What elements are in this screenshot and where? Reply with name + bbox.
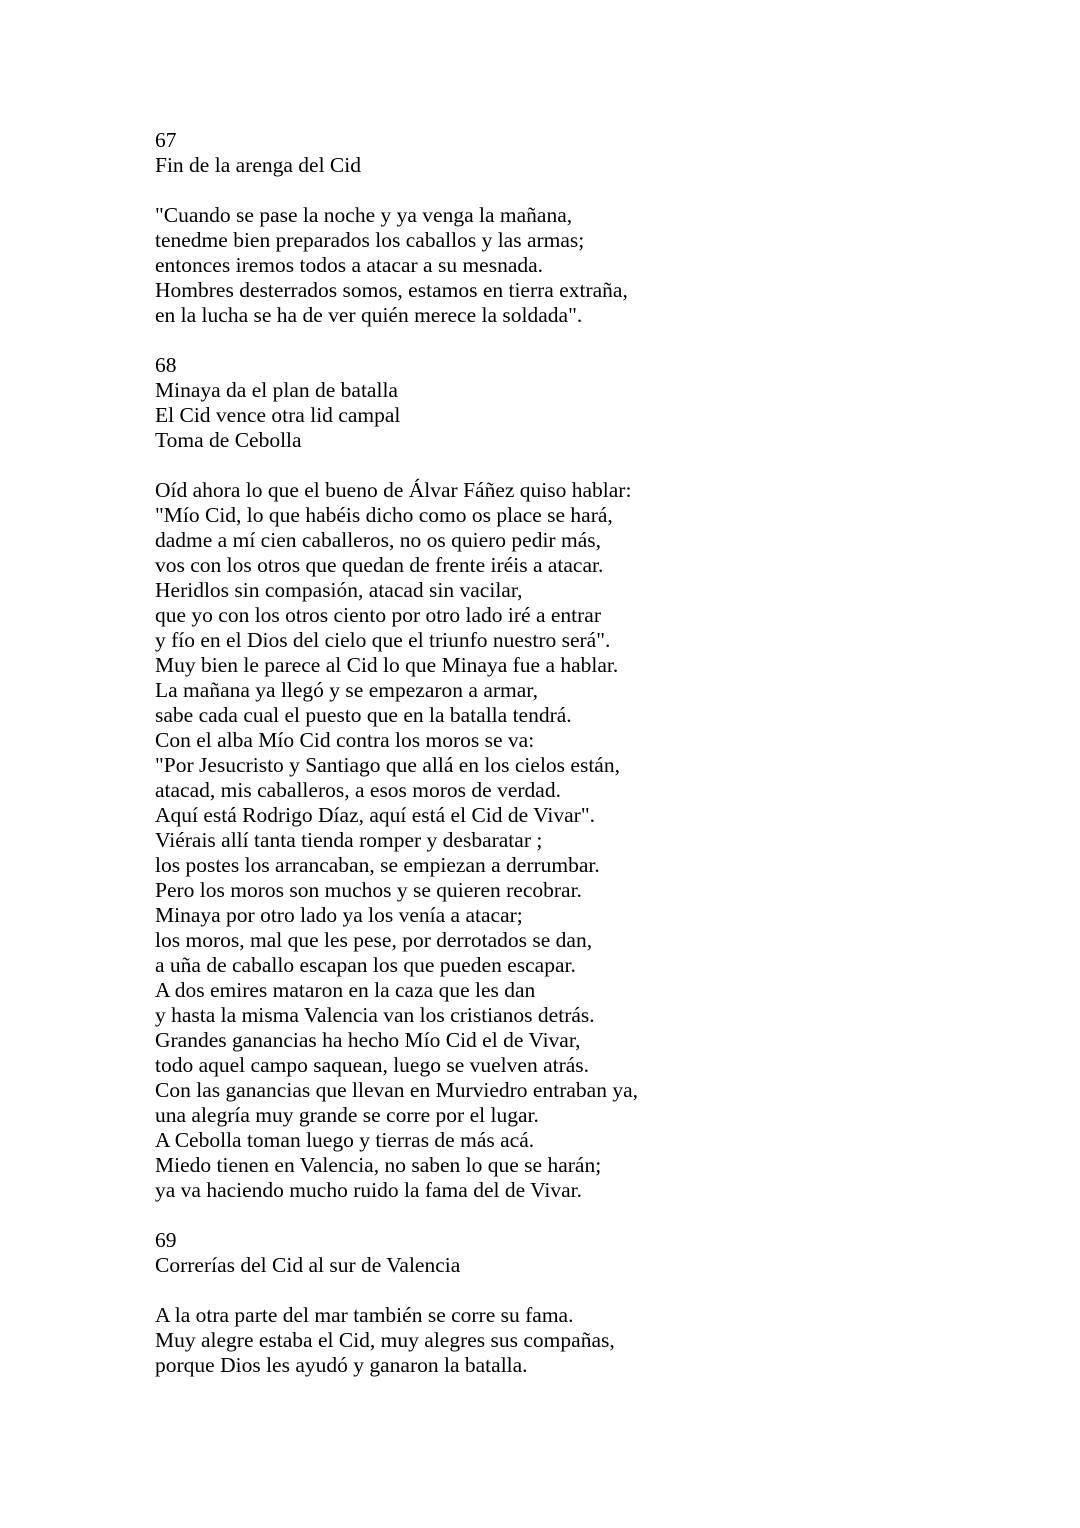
verse-line: Minaya por otro lado ya los venía a atacar; xyxy=(155,903,523,927)
section-title: Fin de la arenga del Cid xyxy=(155,153,361,177)
verse-line: los postes los arrancaban, se empiezan a derrumbar. xyxy=(155,853,600,877)
blank-line xyxy=(155,1278,1035,1303)
verse-line: una alegría muy grande se corre por el lugar. xyxy=(155,1103,539,1127)
verse-line: los moros, mal que les pese, por derrotados se dan, xyxy=(155,928,593,952)
verse-line: ya va haciendo mucho ruido la fama del de Vivar. xyxy=(155,1178,582,1202)
verse-line: "Mío Cid, lo que habéis dicho como os place se hará, xyxy=(155,503,613,527)
verse-line: La mañana ya llegó y se empezaron a armar, xyxy=(155,678,538,702)
verse-line: Muy alegre estaba el Cid, muy alegres sus compañas, xyxy=(155,1328,615,1352)
verse-line: "Por Jesucristo y Santiago que allá en los cielos están, xyxy=(155,753,620,777)
verse-line: en la lucha se ha de ver quién merece la soldada". xyxy=(155,303,583,327)
verse-line: Con el alba Mío Cid contra los moros se va: xyxy=(155,728,535,752)
blank-line xyxy=(155,328,1035,353)
verse-line: Viérais allí tanta tienda romper y desbaratar ; xyxy=(155,828,543,852)
verse-line: y fío en el Dios del cielo que el triunfo nuestro será". xyxy=(155,628,611,652)
document-page xyxy=(155,128,1035,1378)
verse-line: Muy bien le parece al Cid lo que Minaya fue a hablar. xyxy=(155,653,619,677)
verse-line: todo aquel campo saquean, luego se vuelven atrás. xyxy=(155,1053,590,1077)
section-title: Correrías del Cid al sur de Valencia xyxy=(155,1253,461,1277)
section-number: 69 xyxy=(155,1228,177,1252)
verse-line: Aquí está Rodrigo Díaz, aquí está el Cid de Vivar". xyxy=(155,803,595,827)
verse-line: tenedme bien preparados los caballos y las armas; xyxy=(155,228,585,252)
section-title: Toma de Cebolla xyxy=(155,428,302,452)
verse-line: Grandes ganancias ha hecho Mío Cid el de Vivar, xyxy=(155,1028,581,1052)
verse-line: vos con los otros que quedan de frente iréis a atacar. xyxy=(155,553,604,577)
blank-line xyxy=(155,453,1035,478)
verse-line: Heridlos sin compasión, atacad sin vacilar, xyxy=(155,578,523,602)
verse-line: entonces iremos todos a atacar a su mesnada. xyxy=(155,253,544,277)
section-number: 68 xyxy=(155,353,177,377)
verse-line: Hombres desterrados somos, estamos en tierra extraña, xyxy=(155,278,628,302)
blank-line xyxy=(155,178,1035,203)
section-68 xyxy=(155,353,1035,1203)
blank-line xyxy=(155,1203,1035,1228)
section-number: 67 xyxy=(155,128,177,152)
verse-line: "Cuando se pase la noche y ya venga la mañana, xyxy=(155,203,573,227)
verse-line: A dos emires mataron en la caza que les dan xyxy=(155,978,536,1002)
verse-line: a uña de caballo escapan los que pueden escapar. xyxy=(155,953,576,977)
verse-line: y hasta la misma Valencia van los cristianos detrás. xyxy=(155,1003,595,1027)
section-title: El Cid vence otra lid campal xyxy=(155,403,401,427)
verse-line: porque Dios les ayudó y ganaron la batalla. xyxy=(155,1353,528,1377)
section-69 xyxy=(155,1228,1035,1378)
verse-line: A Cebolla toman luego y tierras de más acá. xyxy=(155,1128,535,1152)
verse-line: Miedo tienen en Valencia, no saben lo que se harán; xyxy=(155,1153,602,1177)
verse-line: Oíd ahora lo que el bueno de Álvar Fáñez quiso hablar: xyxy=(155,478,632,502)
verse-line: atacad, mis caballeros, a esos moros de verdad. xyxy=(155,778,561,802)
verse-line: A la otra parte del mar también se corre su fama. xyxy=(155,1303,574,1327)
section-67 xyxy=(155,128,1035,328)
verse-line: dadme a mí cien caballeros, no os quiero pedir más, xyxy=(155,528,601,552)
section-title: Minaya da el plan de batalla xyxy=(155,378,398,402)
verse-line: sabe cada cual el puesto que en la batalla tendrá. xyxy=(155,703,572,727)
verse-line: que yo con los otros ciento por otro lado iré a entrar xyxy=(155,603,601,627)
verse-line: Con las ganancias que llevan en Murviedro entraban ya, xyxy=(155,1078,638,1102)
verse-line: Pero los moros son muchos y se quieren recobrar. xyxy=(155,878,582,902)
